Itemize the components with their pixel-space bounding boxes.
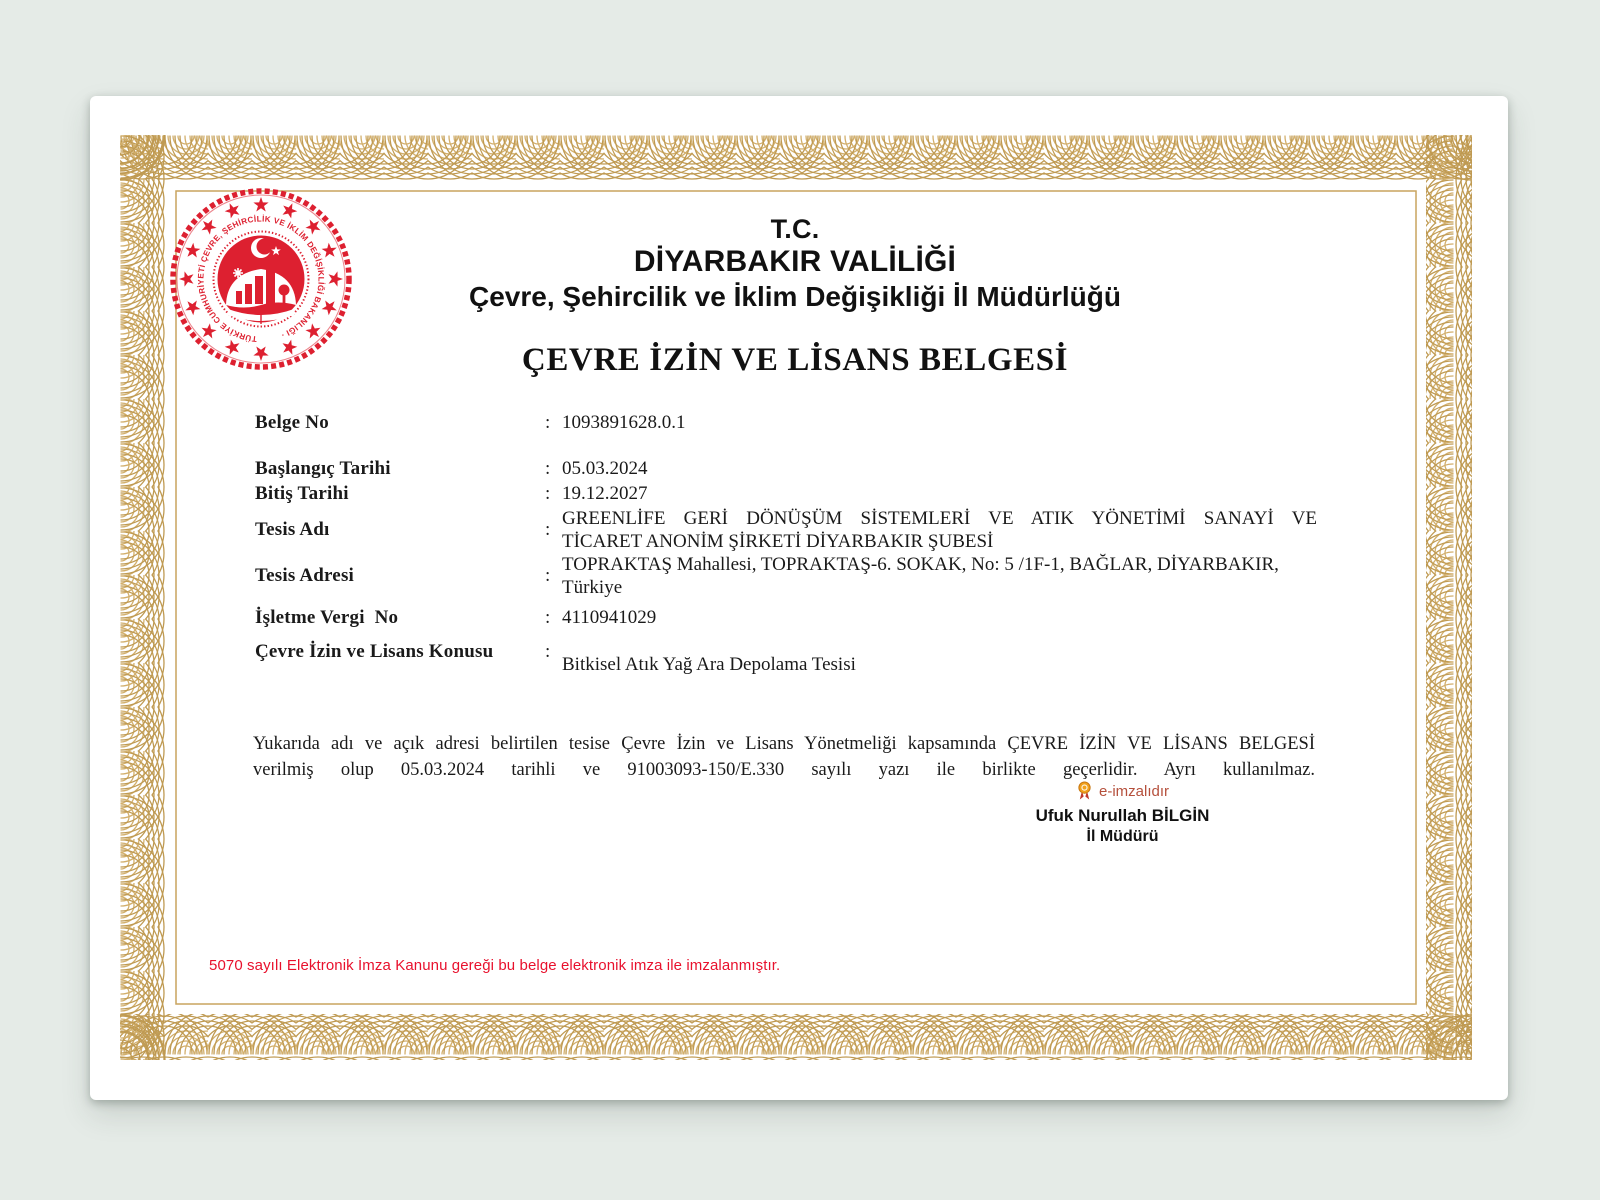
signer-name: Ufuk Nurullah BİLGİN	[1035, 806, 1210, 825]
certificate-paper	[90, 96, 1508, 1100]
header-directorate: Çevre, Şehircilik ve İklim Değişikliği İl Müdürlüğü	[469, 281, 1121, 312]
field-value-line: GREENLİFE GERİ DÖNÜŞÜM SİSTEMLERİ VE ATIK YÖNETİMİ SANAYİ VE	[562, 508, 1317, 529]
field-row-bitis	[255, 483, 1317, 507]
body-line: Yukarıda adı ve açık adresi belirtilen tesise Çevre İzin ve Lisans Yönetmeliği kapsamında ÇEVRE İZİN VE LİSANS BELGESİ	[253, 734, 1315, 754]
esign-legal-note: 5070 sayılı Elektronik İmza Kanunu gereği bu belge elektronik imza ile imzalanmıştır.	[209, 957, 781, 974]
signature-block	[1015, 780, 1230, 846]
field-row-baslangic	[255, 458, 1317, 483]
field-value: 19.12.2027	[562, 483, 648, 504]
field-label: İşletme Vergi No	[255, 607, 399, 628]
body-line: verilmiş olup 05.03.2024 tarihli ve 91003093-150/E.330 sayılı yazı ile birlikte geçerlidir. Ayrı kullanılmaz.	[253, 759, 1315, 780]
field-row-belge-no	[255, 412, 1317, 438]
field-colon: :	[545, 565, 551, 586]
field-colon: :	[545, 458, 551, 479]
field-colon: :	[545, 607, 551, 628]
esign-seal-icon	[1076, 780, 1093, 802]
document-title: ÇEVRE İZİN VE LİSANS BELGESİ	[521, 342, 1069, 378]
field-label: Başlangıç Tarihi	[255, 458, 391, 479]
fields-table	[255, 412, 1317, 681]
esign-row	[1015, 780, 1230, 802]
esign-label: e-imzalıdır	[1098, 782, 1169, 800]
header-governorship: DİYARBAKIR VALİLİĞİ	[633, 245, 957, 278]
field-colon: :	[545, 519, 551, 540]
field-colon: :	[545, 483, 551, 504]
field-colon: :	[545, 412, 551, 433]
signer-title: İl Müdürü	[1086, 828, 1159, 845]
field-label: Bitiş Tarihi	[255, 483, 349, 504]
field-value: 05.03.2024	[562, 458, 648, 479]
header-block	[210, 96, 1380, 379]
field-value: Bitkisel Atık Yağ Ara Depolama Tesisi	[562, 654, 856, 675]
seal-ring-text: TÜRKİYE CUMHURİYETİ ÇEVRE, ŞEHİRCİLİK VE İKLİM DEĞİŞİKLİĞİ BAKANLIĞI ·	[196, 214, 326, 344]
field-value-line: TİCARET ANONİM ŞİRKETİ DİYARBAKIR ŞUBESİ	[562, 531, 994, 552]
field-label: Çevre İzin ve Lisans Konusu	[255, 641, 494, 662]
field-value-line: Türkiye	[562, 577, 623, 598]
field-value	[562, 553, 1317, 599]
body-paragraph	[253, 732, 1315, 783]
field-row-vergi-no	[255, 607, 1317, 633]
field-row-tesis-adi	[255, 507, 1317, 553]
field-label: Tesis Adresi	[255, 565, 355, 586]
field-value-line: TOPRAKTAŞ Mahallesi, TOPRAKTAŞ-6. SOKAK, No: 5 /1F-1, BAĞLAR, DİYARBAKIR,	[562, 554, 1279, 575]
field-value: 4110941029	[562, 607, 657, 628]
field-colon: :	[545, 641, 551, 662]
field-row-tesis-adresi	[255, 553, 1317, 599]
field-label: Belge No	[255, 412, 329, 433]
field-value	[562, 507, 1317, 553]
field-row-lisans-konusu	[255, 641, 1317, 681]
field-label: Tesis Adı	[255, 519, 330, 540]
header-tc: T.C.	[770, 214, 820, 244]
field-value: 1093891628.0.1	[562, 412, 686, 433]
